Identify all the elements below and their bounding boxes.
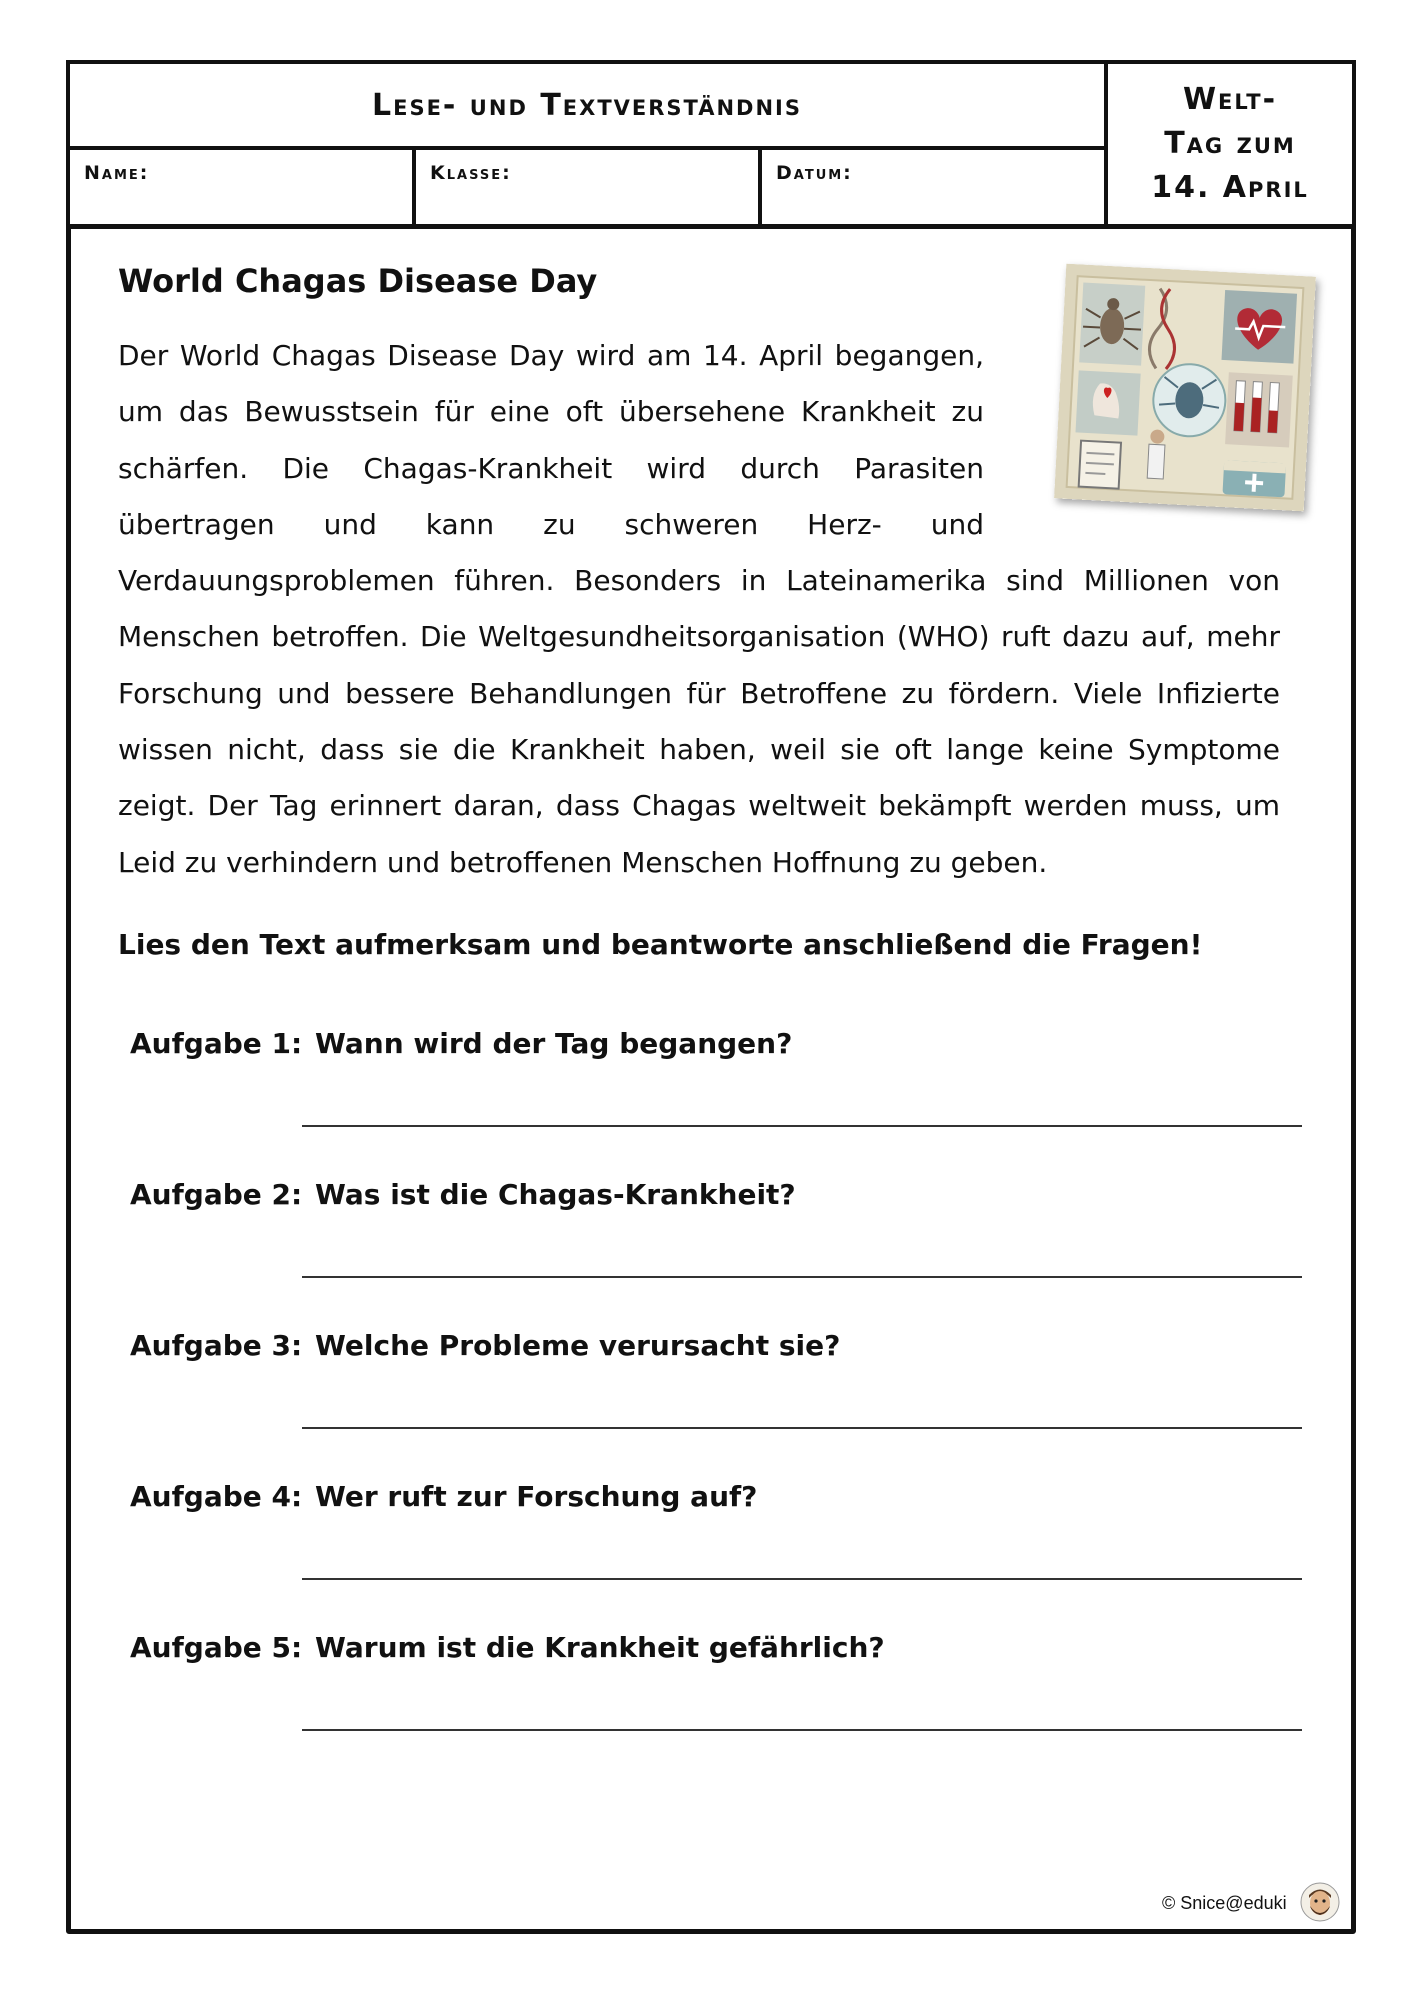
answer-line[interactable]: [302, 1729, 1302, 1731]
article-body: [118, 328, 1280, 891]
name-label: Name:: [84, 162, 150, 184]
worksheet-title-text: Lese- und Textverständnis: [371, 87, 802, 123]
answer-line[interactable]: [302, 1427, 1302, 1429]
instruction-text: Lies den Text aufmerksam und beantworte anschließend die Fragen!: [118, 928, 1203, 961]
worksheet-title: [66, 60, 1108, 150]
date-field[interactable]: [758, 146, 1108, 228]
task-2: [0, 1178, 1414, 1318]
task-4: [0, 1480, 1414, 1620]
article-body-text: Der World Chagas Disease Day wird am 14. April begangen, um das Bewusstsein für eine oft übersehene Krankheit zu schärfen. Die Chagas-Krankheit wird durch Parasiten übertragen und kann zu schweren Herz- und Verdauungsproblemen führen. Besonders in Lateinamerika sind Millionen von Menschen betroffen. Die Weltgesundheitsorganisation (WHO) ruft dazu auf, mehr Forschung und bessere Behandlungen für Betroffene zu fördern. Viele Infizierte wissen nicht, dass sie die Krankheit haben, weil sie oft lange keine Symptome zeigt. Der Tag erinnert daran, dass Chagas weltweit bekämpft werden muss, um Leid zu verhindern und betroffenen Menschen Hoffnung zu geben.: [118, 339, 1280, 879]
answer-line[interactable]: [302, 1276, 1302, 1278]
task-3: [0, 1329, 1414, 1469]
date-label: Datum:: [776, 162, 853, 184]
article-title: World Chagas Disease Day: [118, 262, 598, 300]
task-question: Warum ist die Krankheit gefährlich?: [315, 1631, 885, 1664]
task-question: Welche Probleme verursacht sie?: [315, 1329, 841, 1362]
task-label: Aufgabe 2:: [130, 1178, 303, 1211]
task-label: Aufgabe 3:: [130, 1329, 303, 1362]
task-question: Wer ruft zur Forschung auf?: [315, 1480, 758, 1513]
task-1: [0, 1027, 1414, 1167]
task-label: Aufgabe 4:: [130, 1480, 303, 1513]
task-question: Wann wird der Tag begangen?: [315, 1027, 793, 1060]
avatar-icon: [1300, 1882, 1340, 1922]
class-label: Klasse:: [430, 162, 512, 184]
task-label: Aufgabe 5:: [130, 1631, 303, 1664]
copyright-text: © Snice@eduki: [1162, 1893, 1287, 1913]
answer-line[interactable]: [302, 1578, 1302, 1580]
task-5: [0, 1631, 1414, 1771]
world-day-line-3: 14. April: [1151, 170, 1309, 205]
task-label: Aufgabe 1:: [130, 1027, 303, 1060]
world-day-line-1: Welt-: [1182, 82, 1278, 117]
task-question: Was ist die Chagas-Krankheit?: [315, 1178, 796, 1211]
class-field[interactable]: [412, 146, 762, 228]
world-day-line-2: Tag zum: [1164, 126, 1296, 161]
illustration-spacer: [984, 328, 1280, 550]
world-day-box: [1104, 60, 1356, 228]
answer-line[interactable]: [302, 1125, 1302, 1127]
name-field[interactable]: [66, 146, 416, 228]
